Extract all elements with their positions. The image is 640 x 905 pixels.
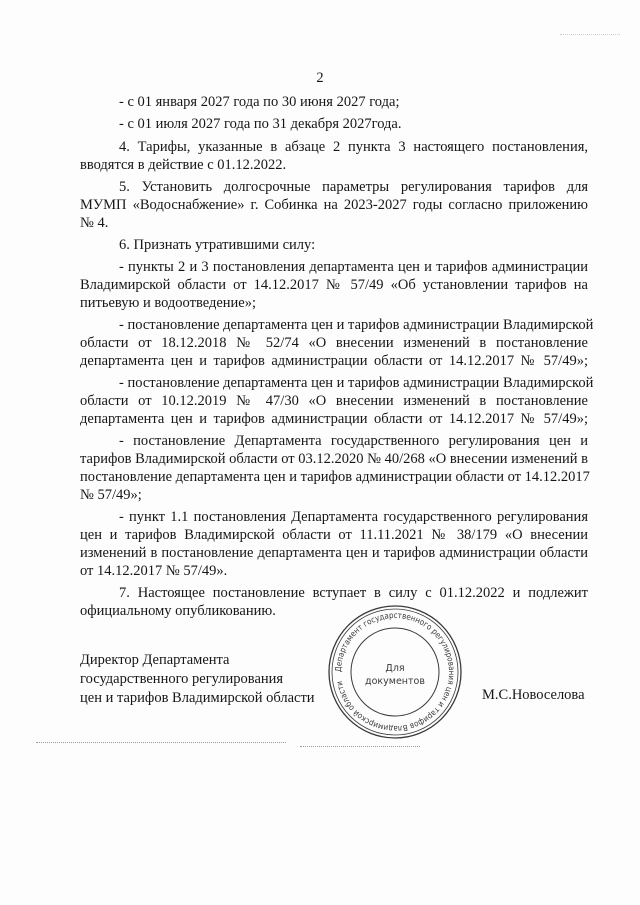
- paragraph-6b-line-2: области от 18.12.2018 № 52/74 «О внесении изменений в постановление: [80, 335, 588, 351]
- scan-artifact: [36, 742, 286, 743]
- paragraph-6-title: 6. Признать утратившими силу:: [119, 237, 316, 253]
- scan-artifact: [300, 746, 420, 747]
- signatory-title: [80, 651, 315, 708]
- paragraph-6b-line-3: департамента цен и тарифов администрации области от 14.12.2017 № 57/49»;: [80, 353, 588, 369]
- paragraph-5-line-3: № 4.: [80, 215, 109, 231]
- paragraph-6b-line-1: - постановление департамента цен и тарифов администрации Владимирской: [119, 317, 594, 333]
- paragraph-6e-line-4: от 14.12.2017 № 57/49».: [80, 563, 228, 579]
- paragraph-6e-line-3: изменений в постановление департамента цен и тарифов администрации области: [80, 545, 588, 561]
- scan-artifact: [560, 34, 620, 35]
- signatory-title-line: Директор Департамента: [80, 652, 230, 668]
- signatory-title-line: государственного регулирования: [80, 671, 284, 687]
- page-number: 2: [316, 70, 324, 86]
- list-item-jul: - с 01 июля 2027 года по 31 декабря 2027года.: [119, 116, 402, 132]
- signatory-name: М.С.Новоселова: [482, 687, 585, 703]
- paragraph-6d-line-4: № 57/49»;: [80, 487, 142, 503]
- list-item-jan: - с 01 января 2027 года по 30 июня 2027 года;: [119, 94, 400, 110]
- stamp-ring-textpath: Департамент государственного регулирования цен и тарифов Владимирской области: [332, 609, 458, 735]
- paragraph-5-line-2: МУМП «Водоснабжение» г. Собинка на 2023-2027 годы согласно приложению: [80, 197, 588, 213]
- paragraph-6e-line-1: - пункт 1.1 постановления Департамента государственного регулирования: [119, 509, 588, 525]
- paragraph-6d-line-3: постановление департамента цен и тарифов администрации области от 14.12.2017: [80, 469, 590, 485]
- paragraph-6a-line-2: Владимирской области от 14.12.2017 № 57/49 «Об установлении тарифов на: [80, 277, 588, 293]
- paragraph-7-line-2: официальному опубликованию.: [80, 603, 276, 619]
- stamp-center-text: документов: [365, 676, 425, 687]
- official-stamp: [326, 603, 464, 741]
- paragraph-6a-line-1: - пункты 2 и 3 постановления департамента цен и тарифов администрации: [119, 259, 588, 275]
- paragraph-6a-line-3: питьевую и водоотведение»;: [80, 295, 257, 311]
- paragraph-6c-line-1: - постановление департамента цен и тарифов администрации Владимирской: [119, 375, 594, 391]
- paragraph-6d-line-2: тарифов Владимирской области от 03.12.2020 № 40/268 «О внесении изменений в: [80, 451, 589, 467]
- paragraph-6e-line-2: цен и тарифов Владимирской области от 11.11.2021 № 38/179 «О внесении: [80, 527, 588, 543]
- paragraph-7-line-1: 7. Настоящее постановление вступает в силу с 01.12.2022 и подлежит: [119, 585, 588, 601]
- paragraph-6c-line-2: области от 10.12.2019 № 47/30 «О внесении изменений в постановление: [80, 393, 588, 409]
- signatory-title-line: цен и тарифов Владимирской области: [80, 690, 315, 706]
- paragraph-4-line-1: 4. Тарифы, указанные в абзаце 2 пункта 3 настоящего постановления,: [119, 139, 588, 155]
- paragraph-5-line-1: 5. Установить долгосрочные параметры регулирования тарифов для: [119, 179, 588, 195]
- paragraph-4-line-2: вводятся в действие с 01.12.2022.: [80, 157, 287, 173]
- paragraph-6c-line-3: департамента цен и тарифов администрации области от 14.12.2017 № 57/49»;: [80, 411, 588, 427]
- paragraph-6d-line-1: - постановление Департамента государственного регулирования цен и: [119, 433, 588, 449]
- stamp-center-text: Для: [385, 663, 405, 674]
